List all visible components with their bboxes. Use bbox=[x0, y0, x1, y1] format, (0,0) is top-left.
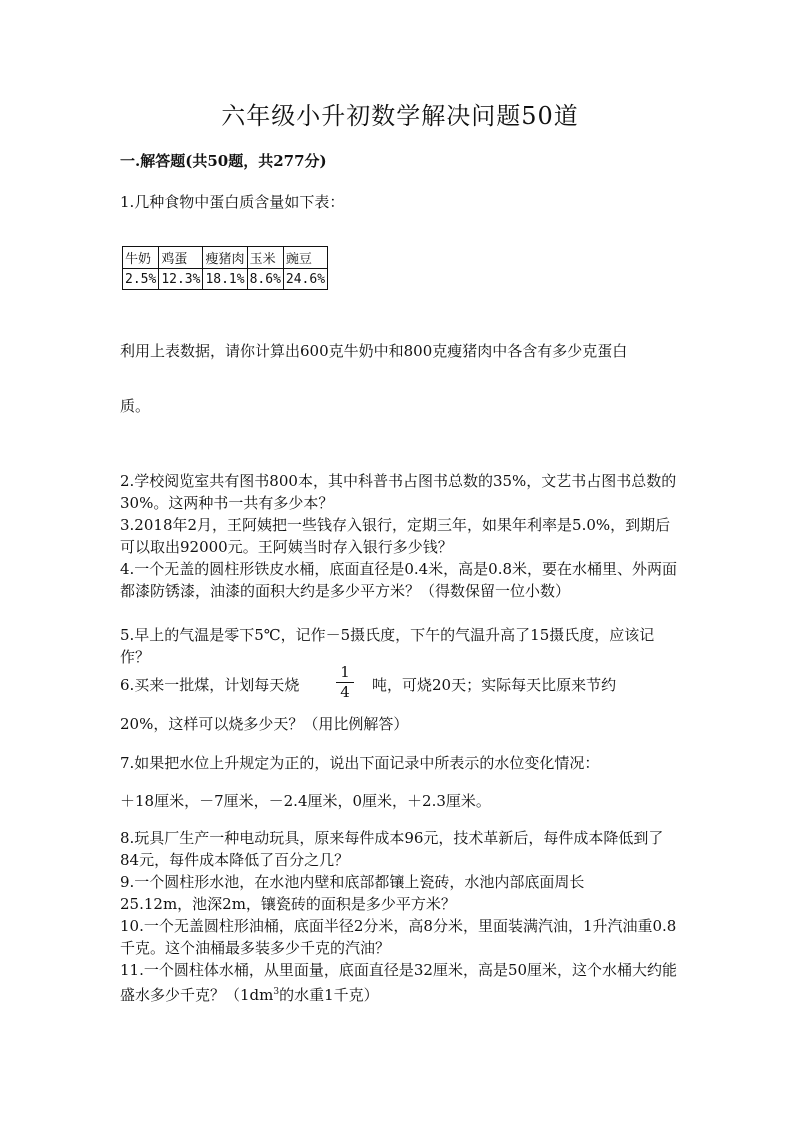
question-3: 3.2018年2月，王阿姨把一些钱存入银行，定期三年，如果年利率是5.0%，到期后可以取出92000元。王阿姨当时存入银行多少钱？ bbox=[120, 516, 671, 556]
question-9-line-2: 25.12m，池深2m，镶瓷砖的面积是多少平方米？ bbox=[120, 895, 456, 913]
table-header-cell: 牛奶 bbox=[123, 247, 159, 269]
protein-table-header-row bbox=[123, 247, 328, 269]
question-7-line-1: 7.如果把水位上升规定为正的，说出下面记录中所表示的水位变化情况： bbox=[120, 754, 600, 772]
table-value-cell: 2.5% bbox=[123, 269, 159, 290]
question-7-line-2: ＋18厘米，－7厘米，－2.4厘米，0厘米，＋2.3厘米。 bbox=[120, 792, 491, 810]
fraction-numerator: 1 bbox=[340, 663, 350, 681]
question-8: 8.玩具厂生产一种电动玩具，原来每件成本96元，技术革新后，每件成本降低到了84元，每件成本降低了百分之几？ bbox=[120, 829, 664, 869]
question-11-tail: 的水重1千克） bbox=[279, 986, 379, 1004]
table-header-cell: 鸡蛋 bbox=[159, 247, 203, 269]
question-11-text: 11.一个圆柱体水桶，从里面量，底面直径是32厘米，高是50厘米，这个水桶大约能盛水多少千克？（1dm bbox=[120, 961, 678, 1004]
table-header-cell: 瘦猪肉 bbox=[203, 247, 247, 269]
question-11-superscript: 3 bbox=[273, 987, 280, 997]
protein-table bbox=[122, 246, 328, 290]
question-4: 4.一个无盖的圆柱形铁皮水桶，底面直径是0.4米，高是0.8米，要在水桶里、外两面都漆防锈漆，油漆的面积大约是多少平方米？（得数保留一位小数） bbox=[120, 560, 678, 600]
fraction-denominator: 4 bbox=[340, 683, 350, 701]
question-6-line-1-before: 6.买来一批煤，计划每天烧 bbox=[120, 676, 300, 694]
table-value-cell: 8.6% bbox=[247, 269, 283, 290]
table-value-cell: 24.6% bbox=[283, 269, 327, 290]
question-1-line-2: 质。 bbox=[120, 397, 151, 415]
table-value-cell: 12.3% bbox=[159, 269, 203, 290]
table-value-cell: 18.1% bbox=[203, 269, 247, 290]
table-header-cell: 豌豆 bbox=[283, 247, 327, 269]
page-title: 六年级小升初数学解决问题50道 bbox=[221, 102, 579, 130]
question-1-intro: 1.几种食物中蛋白质含量如下表： bbox=[120, 193, 345, 211]
question-6-line-2: 20%，这样可以烧多少天？（用比例解答） bbox=[120, 715, 409, 733]
question-6-line-1-after: 吨，可烧20天；实际每天比原来节约 bbox=[372, 676, 617, 694]
question-9-line-1: 9.一个圆柱形水池，在水池内壁和底部都镶上瓷砖，水池内部底面周长 bbox=[120, 873, 585, 891]
table-header-cell: 玉米 bbox=[247, 247, 283, 269]
protein-table-value-row bbox=[123, 269, 328, 290]
question-5: 5.早上的气温是零下5℃，记作－5摄氏度，下午的气温升高了15摄氏度，应该记作？ bbox=[120, 626, 655, 666]
question-2: 2.学校阅览室共有图书800本，其中科普书占图书总数的35%，文艺书占图书总数的30%。这两种书一共有多少本？ bbox=[120, 472, 677, 512]
section-heading: 一.解答题(共50题，共277分) bbox=[120, 152, 327, 170]
question-1-line-1: 利用上表数据，请你计算出600克牛奶中和800克瘦猪肉中各含有多少克蛋白 bbox=[120, 342, 628, 360]
question-10: 10.一个无盖圆柱形油桶，底面半径2分米，高8分米，里面装满汽油，1升汽油重0.8千克。这个油桶最多装多少千克的汽油？ bbox=[120, 917, 677, 957]
fraction-one-quarter bbox=[333, 664, 357, 701]
question-11 bbox=[120, 959, 680, 1006]
